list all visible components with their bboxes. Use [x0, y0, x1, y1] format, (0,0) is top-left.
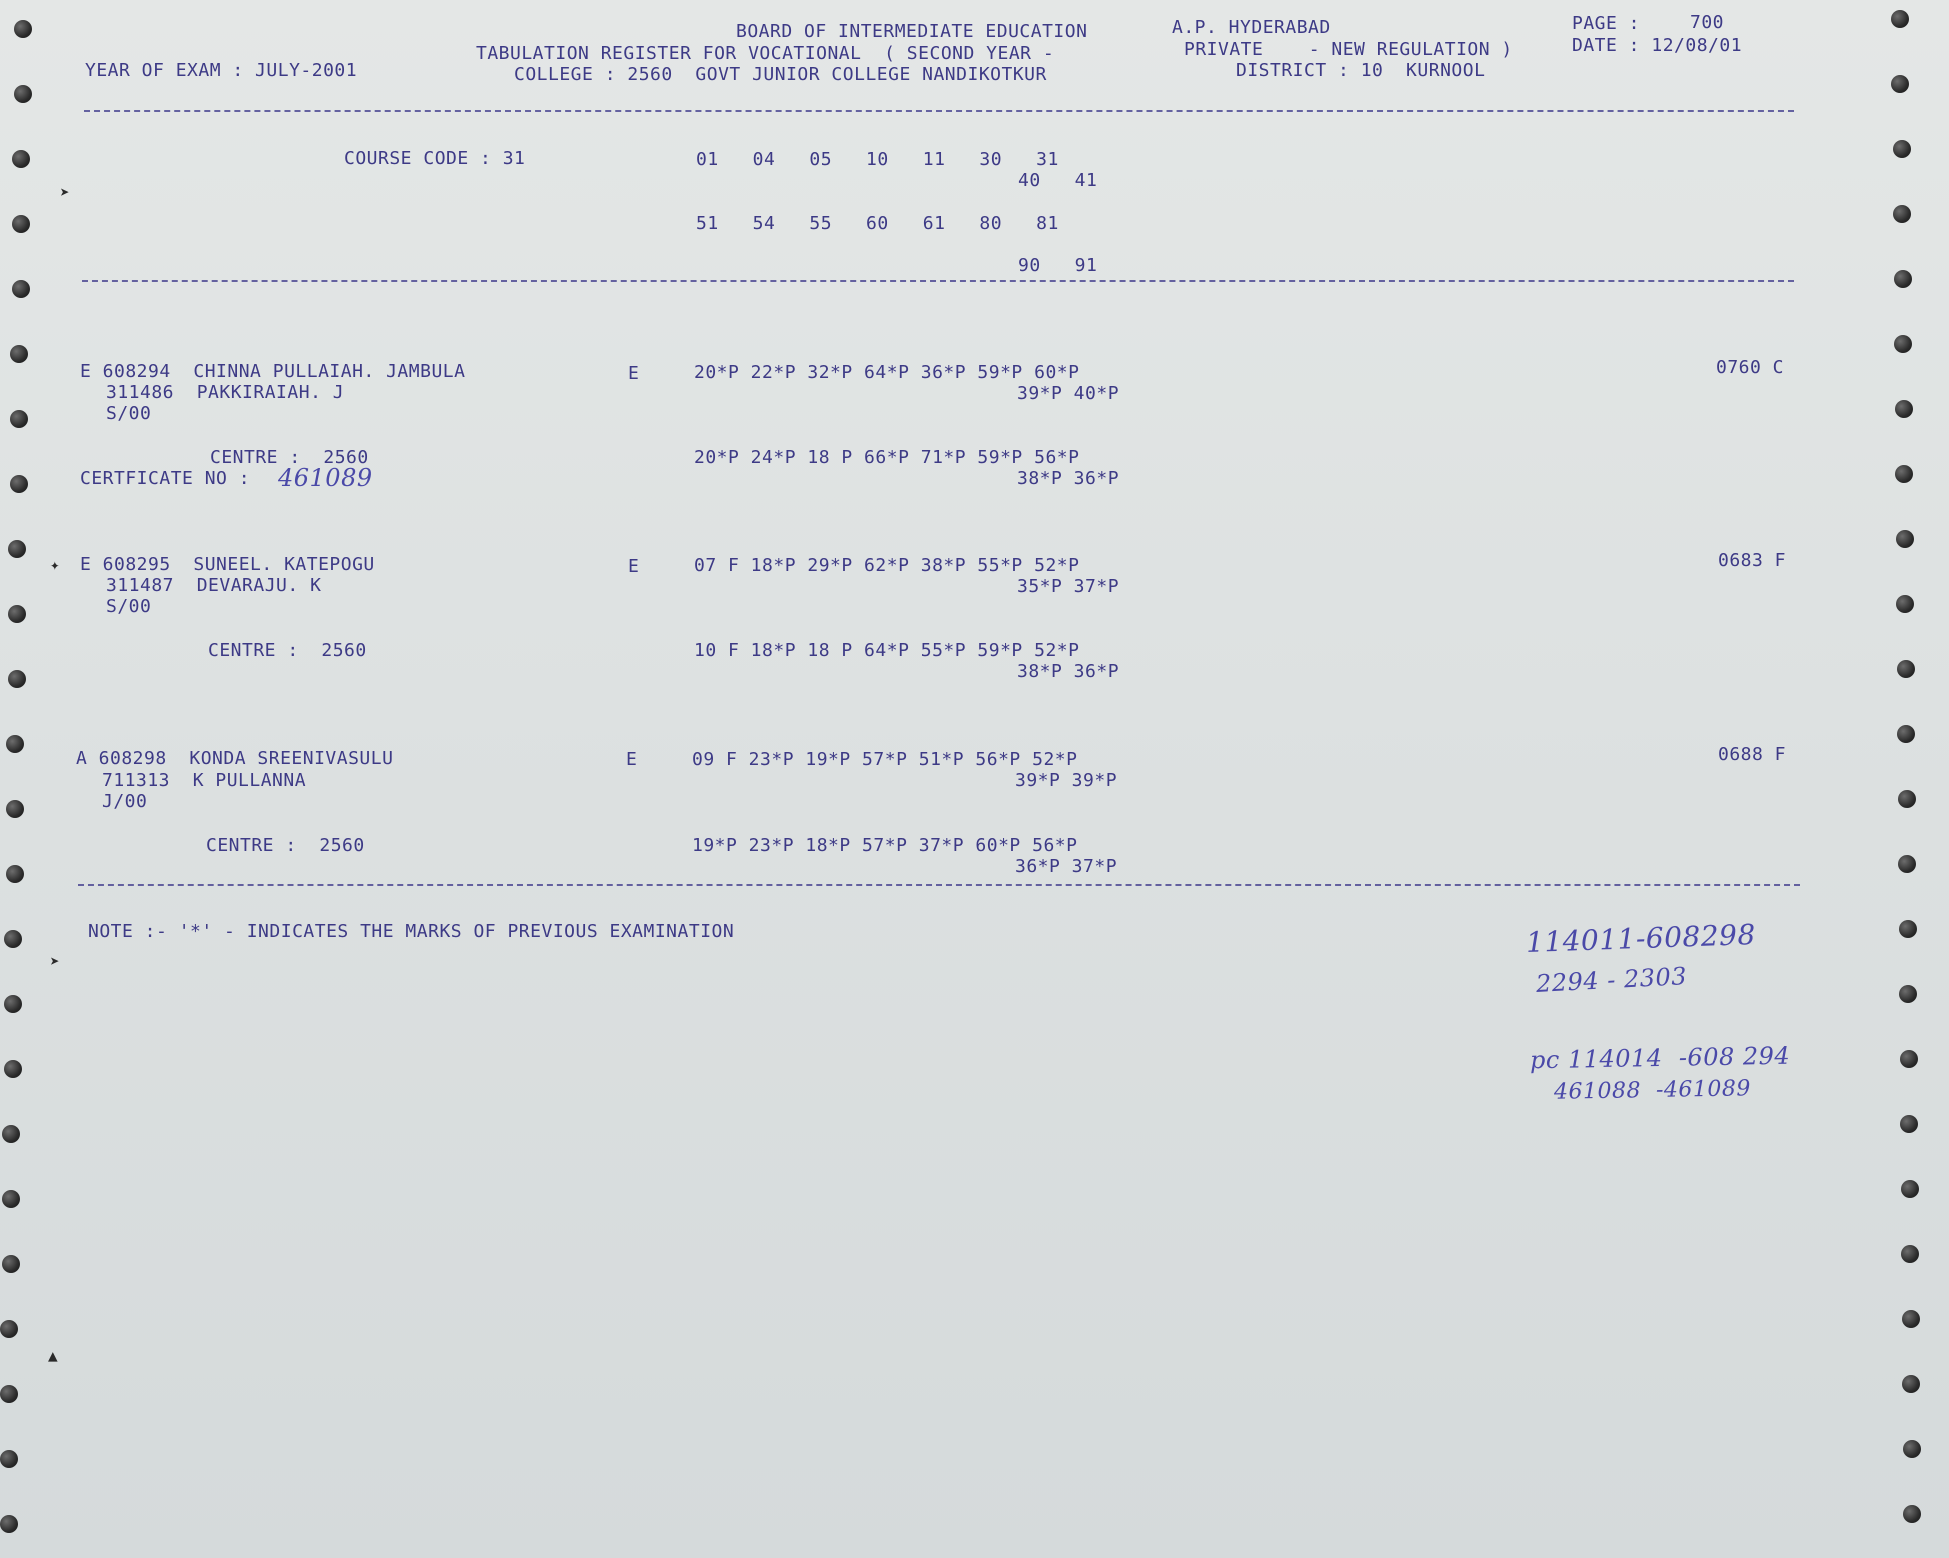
- feed-hole: [1900, 1050, 1918, 1068]
- student-2-medium: E: [628, 556, 640, 577]
- student-3-roll-parent: 711313 K PULLANNA: [102, 770, 307, 791]
- student-3-marks-2b: 36*P 37*P: [1015, 856, 1118, 877]
- student-2-marks-1b: 35*P 37*P: [1017, 576, 1120, 597]
- printer-mark-arrow: ✦: [50, 555, 61, 574]
- student-1-category: S/00: [106, 403, 152, 424]
- district-name: DISTRICT : 10 KURNOOL: [1236, 60, 1486, 81]
- feed-hole: [6, 735, 24, 753]
- feed-hole: [1901, 1180, 1919, 1198]
- footer-rule: [78, 884, 1800, 886]
- student-2-centre: CENTRE : 2560: [208, 640, 367, 661]
- feed-hole: [12, 150, 30, 168]
- feed-hole: [0, 1515, 18, 1533]
- handwritten-note-1: 114011-608298: [1525, 918, 1757, 959]
- student-1-marks-1: 20*P 22*P 32*P 64*P 36*P 59*P 60*P: [694, 362, 1080, 383]
- college-name: COLLEGE : 2560 GOVT JUNIOR COLLEGE NANDIKOTKUR: [514, 64, 1047, 85]
- feed-hole: [1893, 140, 1911, 158]
- subject-codes-row-1: 01 04 05 10 11 30 31: [696, 149, 1059, 170]
- feed-hole: [1898, 855, 1916, 873]
- register-title: TABULATION REGISTER FOR VOCATIONAL ( SECOND YEAR -: [476, 43, 1055, 64]
- certificate-label: CERTFICATE NO :: [80, 468, 251, 489]
- feed-hole: [2, 1125, 20, 1143]
- student-1-medium: E: [628, 363, 640, 384]
- student-3-id-name: A 608298 KONDA SREENIVASULU: [76, 748, 394, 769]
- feed-hole: [1897, 660, 1915, 678]
- student-3-marks-2: 19*P 23*P 18*P 57*P 37*P 60*P 56*P: [692, 835, 1078, 856]
- student-3-centre: CENTRE : 2560: [206, 835, 365, 856]
- note-text: NOTE :- '*' - INDICATES THE MARKS OF PREVIOUS EXAMINATION: [88, 921, 735, 942]
- student-3-medium: E: [626, 749, 638, 770]
- feed-hole: [1891, 75, 1909, 93]
- feed-hole: [1896, 595, 1914, 613]
- feed-hole: [2, 1190, 20, 1208]
- feed-hole: [2, 1255, 20, 1273]
- student-2-marks-2: 10 F 18*P 18 P 64*P 55*P 59*P 52*P: [694, 640, 1080, 661]
- subject-codes-row-2b: 90 91: [1018, 255, 1098, 276]
- feed-hole: [4, 1060, 22, 1078]
- student-2-total-result: 0683 F: [1718, 550, 1787, 571]
- printer-mark-arrow: ➤: [50, 952, 61, 971]
- year-of-exam: YEAR OF EXAM : JULY-2001: [85, 60, 358, 81]
- certificate-number-handwritten: 461089: [278, 464, 373, 492]
- student-3-marks-1b: 39*P 39*P: [1015, 770, 1118, 791]
- feed-hole: [14, 20, 32, 38]
- feed-hole: [8, 605, 26, 623]
- course-code: COURSE CODE : 31: [344, 148, 526, 169]
- feed-hole: [1894, 270, 1912, 288]
- feed-hole: [10, 345, 28, 363]
- student-1-marks-2b: 38*P 36*P: [1017, 468, 1120, 489]
- page-label: PAGE :: [1572, 13, 1641, 34]
- feed-hole: [6, 800, 24, 818]
- feed-hole: [8, 540, 26, 558]
- feed-hole: [4, 995, 22, 1013]
- student-1-marks-2: 20*P 24*P 18 P 66*P 71*P 59*P 56*P: [694, 447, 1080, 468]
- feed-hole: [14, 85, 32, 103]
- page-number: 700: [1690, 12, 1725, 33]
- handwritten-note-2: 2294 - 2303: [1535, 962, 1688, 998]
- student-2-id-name: E 608295 SUNEEL. KATEPOGU: [80, 554, 375, 575]
- student-1-roll-parent: 311486 PAKKIRAIAH. J: [106, 382, 345, 403]
- student-1-id-name: E 608294 CHINNA PULLAIAH. JAMBULA: [80, 361, 466, 382]
- feed-hole: [1900, 1115, 1918, 1133]
- location: A.P. HYDERABAD: [1172, 17, 1331, 38]
- course-rule: [82, 280, 1794, 282]
- feed-hole: [12, 215, 30, 233]
- feed-hole: [1902, 1375, 1920, 1393]
- feed-hole: [1903, 1440, 1921, 1458]
- feed-hole: [1896, 530, 1914, 548]
- feed-hole: [1895, 465, 1913, 483]
- feed-hole: [6, 865, 24, 883]
- handwritten-note-3: pc 114014 -608 294: [1529, 1041, 1791, 1075]
- student-1-total-result: 0760 C: [1716, 357, 1785, 378]
- student-1-marks-1b: 39*P 40*P: [1017, 383, 1120, 404]
- subject-codes-row-1b: 40 41: [1018, 170, 1098, 191]
- feed-hole: [1902, 1310, 1920, 1328]
- feed-hole: [1897, 725, 1915, 743]
- feed-hole: [0, 1320, 18, 1338]
- feed-hole: [0, 1385, 18, 1403]
- student-3-marks-1: 09 F 23*P 19*P 57*P 51*P 56*P 52*P: [692, 749, 1078, 770]
- feed-hole: [1891, 10, 1909, 28]
- feed-hole: [1901, 1245, 1919, 1263]
- student-2-marks-2b: 38*P 36*P: [1017, 661, 1120, 682]
- feed-hole: [1898, 790, 1916, 808]
- student-1-centre: CENTRE : 2560: [210, 447, 369, 468]
- student-3-total-result: 0688 F: [1718, 744, 1787, 765]
- subject-codes-row-2: 51 54 55 60 61 80 81: [696, 213, 1059, 234]
- feed-hole: [1899, 920, 1917, 938]
- feed-hole: [0, 1450, 18, 1468]
- board-name: BOARD OF INTERMEDIATE EDUCATION: [736, 21, 1088, 42]
- student-3-category: J/00: [102, 791, 148, 812]
- feed-hole: [4, 930, 22, 948]
- feed-hole: [8, 670, 26, 688]
- feed-hole: [10, 475, 28, 493]
- feed-hole: [12, 280, 30, 298]
- feed-hole: [10, 410, 28, 428]
- feed-hole: [1895, 400, 1913, 418]
- feed-hole: [1903, 1505, 1921, 1523]
- feed-hole: [1893, 205, 1911, 223]
- printer-mark-arrow: ▲: [48, 1346, 59, 1365]
- handwritten-note-4: 461088 -461089: [1553, 1076, 1752, 1105]
- student-2-category: S/00: [106, 596, 152, 617]
- exam-type: PRIVATE - NEW REGULATION ): [1184, 39, 1513, 60]
- print-date: DATE : 12/08/01: [1572, 35, 1743, 56]
- printer-mark-arrow: ➤: [60, 183, 71, 202]
- feed-hole: [1899, 985, 1917, 1003]
- student-2-roll-parent: 311487 DEVARAJU. K: [106, 575, 322, 596]
- feed-hole: [1894, 335, 1912, 353]
- student-2-marks-1: 07 F 18*P 29*P 62*P 38*P 55*P 52*P: [694, 555, 1080, 576]
- header-rule: [84, 110, 1794, 112]
